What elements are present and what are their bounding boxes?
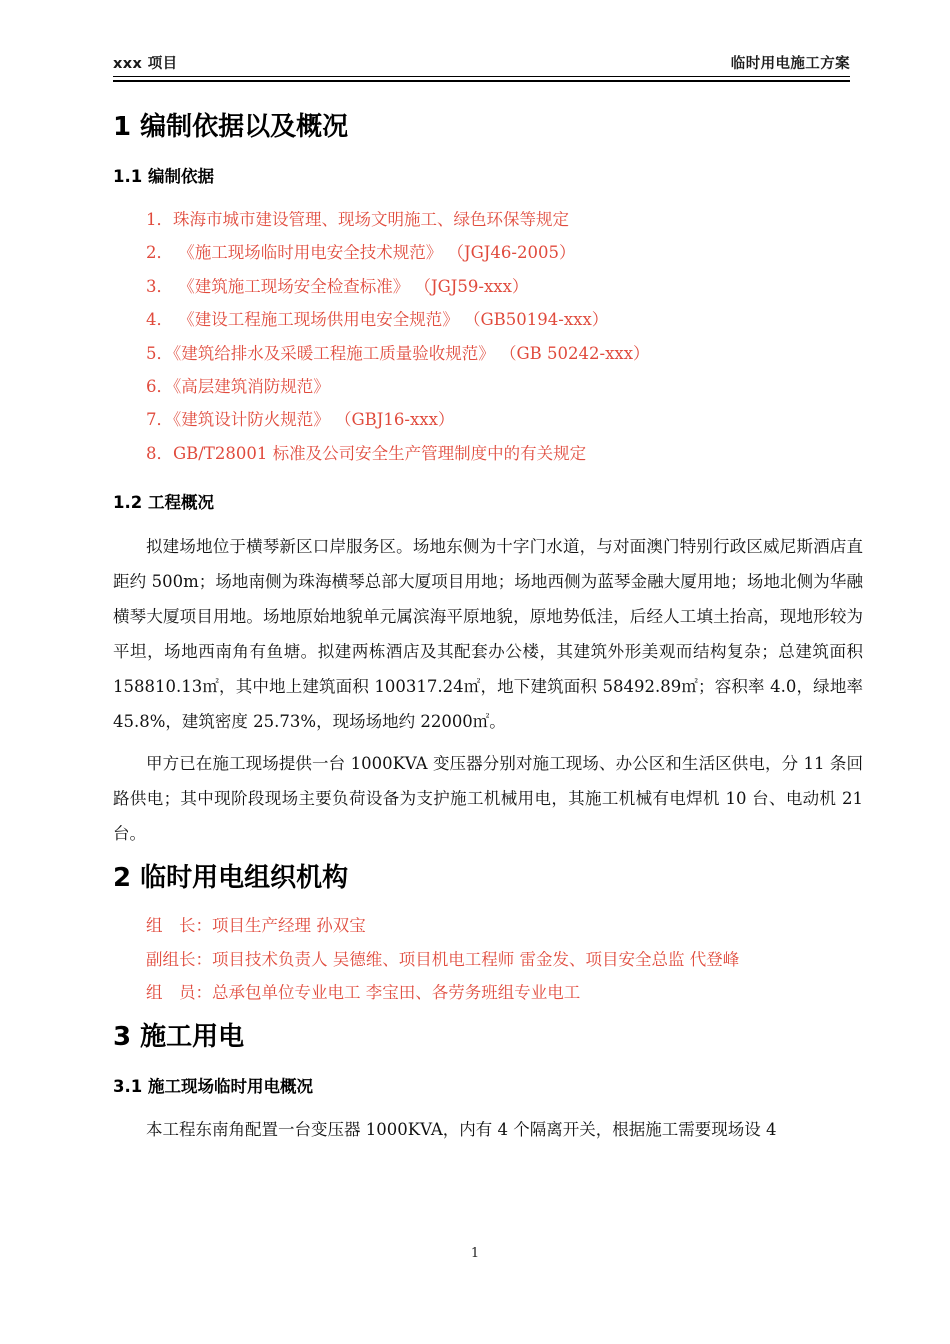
header-rule-thin (113, 76, 850, 77)
heading-section-2: 2 临时用电组织机构 (113, 862, 349, 893)
list-item: 6．《高层建筑消防规范》 (146, 377, 330, 396)
list-item: 3． 《建筑施工现场安全检查标准》 （JGJ59-xxx） (146, 276, 529, 296)
list-item: 4． 《建设工程施工现场供用电安全规范》 （GB50194-xxx） (146, 310, 609, 330)
list-item: 1．珠海市城市建设管理、现场文明施工、绿色环保等规定 (146, 209, 569, 229)
list-item: 7．《建筑设计防火规范》 （GBJ16-xxx） (146, 410, 455, 430)
paragraph-power-supply: 甲方已在施工现场提供一台 1000KVA 变压器分别对施工现场、办公区和生活区供电，分 11 条回路供电；其中现阶段现场主要负荷设备为支护施工机械用电，其施工机械有电焊机 10 台、电动机 21 台。 (113, 753, 863, 843)
page-number: 1 (470, 1246, 480, 1261)
list-item: 8．GB/T28001 标准及公司安全生产管理制度中的有关规定 (146, 443, 587, 463)
list-item: 组 长：项目生产经理 孙双宝 (146, 916, 366, 936)
heading-section-1-2: 1.2 工程概况 (113, 493, 214, 513)
running-header (113, 52, 850, 77)
header-document-title: 临时用电施工方案 (730, 56, 850, 72)
heading-section-3-1: 3.1 施工现场临时用电概况 (113, 1077, 313, 1097)
list-item: 5．《建筑给排水及采暖工程施工质量验收规范》 （GB 50242-xxx） (146, 343, 650, 363)
heading-section-1-1: 1.1 编制依据 (113, 167, 214, 187)
list-item: 组 员：总承包单位专业电工 李宝田、各劳务班组专业电工 (146, 983, 581, 1003)
heading-section-3: 3 施工用电 (113, 1021, 245, 1052)
heading-section-1: 1 编制依据以及概况 (113, 112, 349, 142)
header-rule-thick (113, 80, 850, 82)
paragraph-site-transformer: 本工程东南角配置一台变压器 1000KVA，内有 4 个隔离开关，根据施工需要现场设 4 (146, 1120, 777, 1140)
list-item: 2． 《施工现场临时用电安全技术规范》 （JGJ46-2005） (146, 243, 576, 263)
paragraph-project-overview: 拟建场地位于横琴新区口岸服务区。场地东侧为十字门水道，与对面澳门特别行政区威尼斯酒店直距约 500m；场地南侧为珠海横琴总部大厦项目用地；场地西侧为蓝琴金融大厦用地；场地北侧为华融横琴大厦项目用地。场地原始地貌单元属滨海平原地貌，原地势低洼，后经人工填土抬高，现地形较为平坦，场地西南角有鱼塘。拟建两栋酒店及其配套办公楼，其建筑外形美观而结构复杂；总建筑面积 158810.13㎡，其中地上建筑面积 100317.24㎡，地下建筑面积 58492.89㎡；容积率 4.0，绿地率 45.8%，建筑密度 25.73%，现场场地约 22000㎡。 (113, 536, 863, 732)
list-item: 副组长：项目技术负责人 吴德维、项目机电工程师 雷金发、项目安全总监 代登峰 (146, 949, 740, 969)
organization-list (113, 909, 863, 1009)
document-body (113, 100, 863, 1147)
header-project-title: xxx 项目 (113, 56, 178, 72)
reference-list (113, 203, 863, 471)
